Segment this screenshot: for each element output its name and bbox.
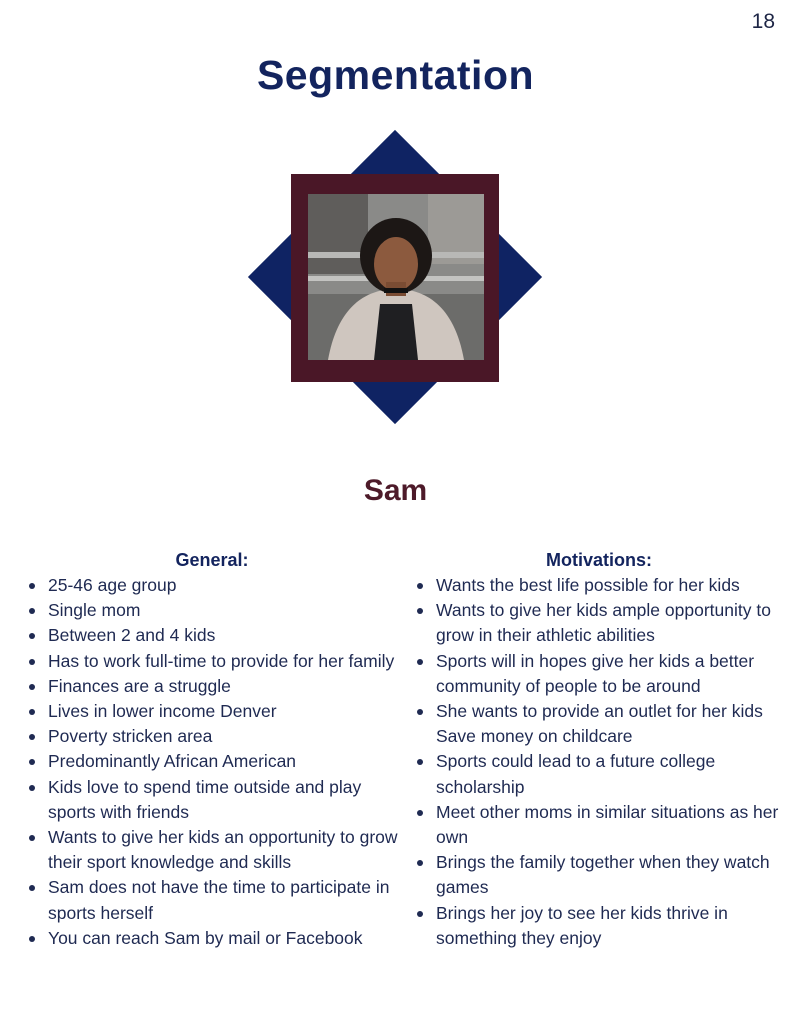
- list-item: She wants to provide an outlet for her kids Save money on childcare: [414, 699, 784, 749]
- list-item: Between 2 and 4 kids: [26, 623, 398, 648]
- list-item: Sports will in hopes give her kids a better community of people to be around: [414, 649, 784, 699]
- list-item: Lives in lower income Denver: [26, 699, 398, 724]
- list-item: 25-46 age group: [26, 573, 398, 598]
- list-item: You can reach Sam by mail or Facebook: [26, 926, 398, 951]
- list-item: Has to work full-time to provide for her family: [26, 649, 398, 674]
- list-item: Finances are a struggle: [26, 674, 398, 699]
- motivations-list: [414, 573, 784, 951]
- list-item: Brings her joy to see her kids thrive in something they enjoy: [414, 901, 784, 951]
- list-item: Wants to give her kids ample opportunity to grow in their athletic abilities: [414, 598, 784, 648]
- list-item: Sports could lead to a future college scholarship: [414, 749, 784, 799]
- persona-emblem: [248, 130, 542, 424]
- general-heading: General:: [175, 550, 249, 570]
- list-item: Single mom: [26, 598, 398, 623]
- general-column: [26, 548, 398, 951]
- persona-name: Sam: [363, 474, 428, 507]
- list-item: Poverty stricken area: [26, 724, 398, 749]
- motivations-column: [414, 548, 784, 951]
- list-item: Kids love to spend time outside and play sports with friends: [26, 775, 398, 825]
- list-item: Predominantly African American: [26, 749, 398, 774]
- list-item: Sam does not have the time to participate in sports herself: [26, 875, 398, 925]
- page-number: 18: [751, 10, 775, 33]
- list-item: Wants the best life possible for her kids: [414, 573, 784, 598]
- list-item: Wants to give her kids an opportunity to grow their sport knowledge and skills: [26, 825, 398, 875]
- list-item: Brings the family together when they watch games: [414, 850, 784, 900]
- list-item: Meet other moms in similar situations as her own: [414, 800, 784, 850]
- motivations-heading: Motivations:: [546, 550, 652, 570]
- persona-photo: [308, 194, 484, 360]
- page-title: Segmentation: [256, 52, 535, 98]
- general-list: [26, 573, 398, 951]
